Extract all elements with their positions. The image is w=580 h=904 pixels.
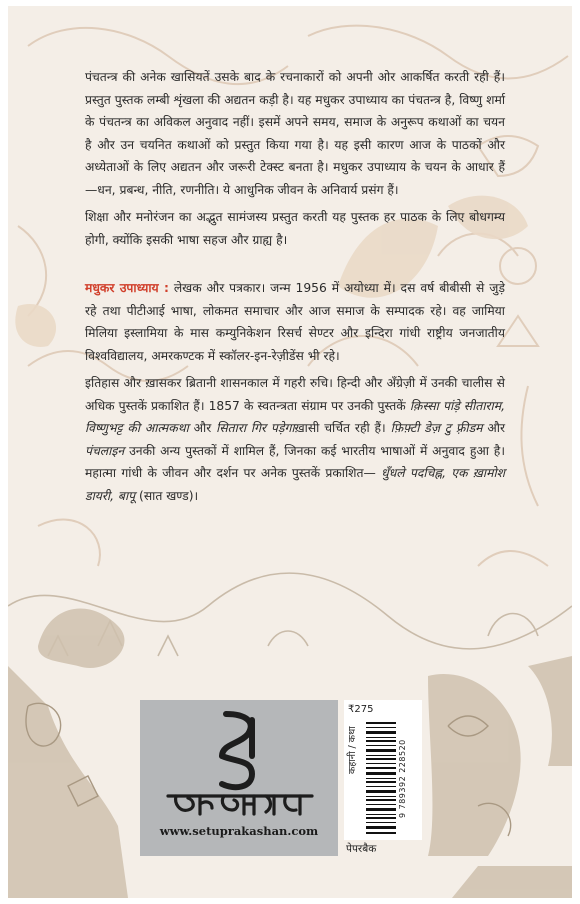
publisher-url: www.setuprakashan.com [159,824,319,838]
publisher-logo [140,700,338,820]
author-bio-paragraph-2 [85,372,505,507]
author-name: मधुकर उपाध्याय : [85,281,169,295]
bio-text: (सात खण्ड)। [135,488,199,503]
blurb-paragraph-2: शिक्षा और मनोरंजन का अद्भुत सामंजस्य प्रस्तुत करती यह पुस्तक हर पाठक के लिए बोधगम्य होगी, क्योंकि इसकी भाषा सहज और ग्राह्य है। [85,210,505,247]
bio-text: ख़ासी चर्चित रही हैं। [294,421,391,435]
bio-text: और [188,421,217,435]
blurb-text [85,66,505,512]
book-title-italic: क़िस्सा पांड़े सीताराम, विष्णुभट्ट की आत्मकथा [85,398,505,435]
bio-text: उनकी अन्य पुस्तकों में शामिल हैं, जिनका कई भारतीय भाषाओं में अनुवाद हुआ है। महात्मा गांधी के जीवन और दर्शन पर अनेक पुस्तकें प्रकाशित— [85,443,505,480]
barcode-bars [366,720,396,838]
bio-text: और [482,421,505,435]
genre-label: कहानी / कथा [347,726,358,774]
barcode-digits: 9 789392 228520 [398,739,407,819]
book-title-italic: धुँधले पदचिह्न, एक ख़ामोश डायरी, बापू [85,466,505,503]
barcode-box [344,700,422,840]
book-title-italic: सितारा गिर पड़ेगा [216,421,295,435]
back-cover [8,6,572,898]
author-bio-paragraph-1 [85,277,505,367]
book-title-italic: पंचलाइन [85,443,125,458]
book-title-italic: फ़िफ़्टी डेज़ टु फ़्रीडम [390,421,483,435]
bio-text: इतिहास और ख़ासकर ब्रितानी शासनकाल में गहरी रुचि। हिन्दी और अँग्रेज़ी में उनकी चालीस से अधिक पुस्तकें प्रकाशित हैं। 1857 के स्वतन्त्रता संग्राम पर उनकी पुस्तकें [85,376,505,413]
author-bio-text-1: लेखक और पत्रकार। जन्म 1956 में अयोध्या में। दस वर्ष बीबीसी से जुड़े रहे तथा पीटीआई भाषा, लोकमत समाचार और आज समाज के सम्पादक रहे। वह जामिया मिलिया इस्लामिया के मास कम्युनिकेशन रिसर्च सेण्टर और इन्दिरा गांधी राष्ट्रीय जनजातीय विश्वविद्यालय, अमरकण्टक में स्कॉलर-इन-रेज़ीडेंस भी रहे। [85,281,505,363]
format-label: पेपरबैक [346,843,377,855]
barcode-area [346,720,420,838]
publisher-box [140,700,338,856]
price-label: ₹275 [348,704,374,715]
blurb-paragraph-1: पंचतन्त्र की अनेक खासियतें उसके बाद के रचनाकारों को अपनी ओर आकर्षित करती रही हैं। प्रस्तुत पुस्तक लम्बी शृंखला की अद्यतन कड़ी है। यह मधुकर उपाध्याय का पंचतन्त्र है, विष्णु शर्मा के पंचतन्त्र का अविकल अनुवाद नहीं। इसमें अपने समय, समाज के अनुरूप कथाओं का चयन है और उन चयनित कथाओं को प्रस्तुत किया गया है। यह इसी कारण आज के पाठकों और अध्येताओं के लिए अद्यतन और जरूरी टेक्स्ट बनता है। मधुकर उपाध्याय के चयन के आधार हैं—धन, प्रबन्ध, नीति, रणनीति। ये आधुनिक जीवन के अनिवार्य प्रसंग हैं। [85,70,505,197]
